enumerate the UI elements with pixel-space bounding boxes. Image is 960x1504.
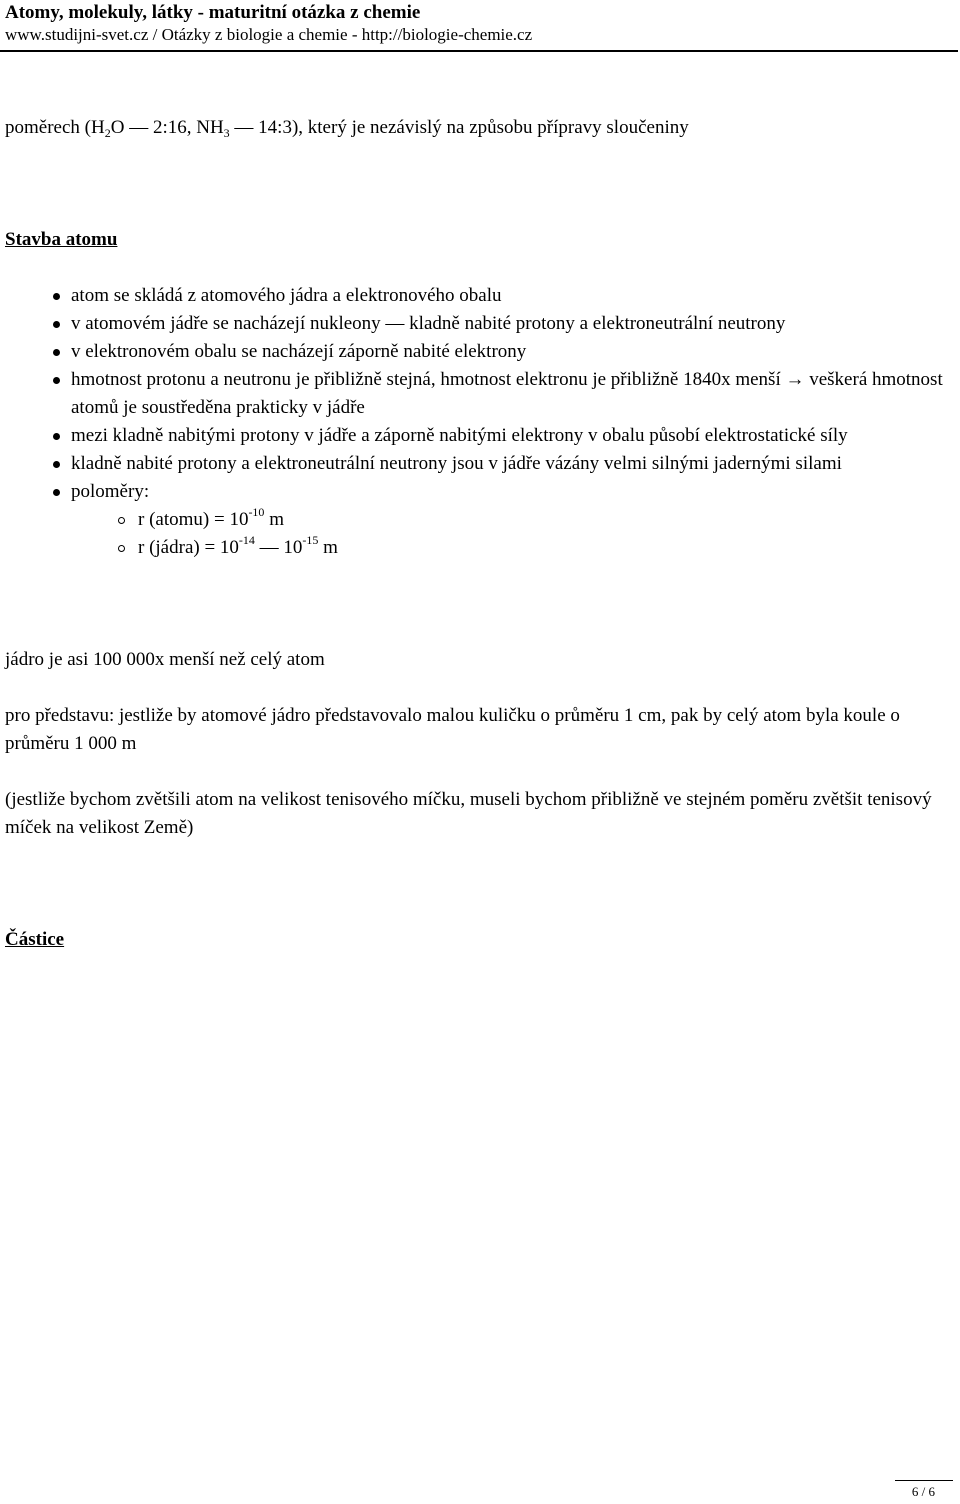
list-item xyxy=(5,366,945,422)
page-number: 6 / 6 xyxy=(911,1484,935,1499)
nucleus-radius-range-text: — 10 xyxy=(254,537,303,558)
subscript-2: 2 xyxy=(104,126,111,140)
intro-text-2: O — 2:16, NH xyxy=(110,117,224,138)
list-item xyxy=(5,282,945,310)
sublist-item-nucleus-radius xyxy=(71,534,945,562)
document-title: Atomy, molekuly, látky - maturitní otázka z chemie xyxy=(5,2,421,23)
bullet-icon xyxy=(53,489,60,496)
nucleus-radius-exponent-1: -14 xyxy=(238,533,255,547)
section-heading-stavba-atomu: Stavba atomu xyxy=(5,229,118,250)
subscript-3: 3 xyxy=(223,126,230,140)
bullet-icon xyxy=(53,433,60,440)
imagine-paragraph: pro představu: jestliže by atomové jádro představovalo malou kuličku o průměru 1 cm, pak by celý atom byla koule o průměru 1 000 m xyxy=(5,705,900,754)
list-item-text: kladně nabité protony a elektroneutrální neutrony jsou v jádře vázány velmi silnými jadernými silami xyxy=(71,453,842,474)
list-item xyxy=(5,422,945,450)
radii-sublist xyxy=(71,506,945,562)
atom-radius-exponent: -10 xyxy=(248,505,265,519)
page-header xyxy=(5,0,955,46)
sublist-item-atom-radius xyxy=(71,506,945,534)
intro-text-3: — 14:3), který je nezávislý na způsobu přípravy sloučeniny xyxy=(229,117,689,138)
list-item-text: v atomovém jádře se nacházejí nukleony — kladně nabité protony a elektroneutrální neutrony xyxy=(71,313,786,334)
atom-radius-text: r (atomu) = 10 xyxy=(138,509,249,530)
list-item xyxy=(5,450,945,478)
list-item-text: atom se skládá z atomového jádra a elektronového obalu xyxy=(71,285,502,306)
list-item-text: hmotnost protonu a neutronu je přibližně stejná, hmotnost elektronu je přibližně 1840x menší → veškerá hmotnost atomů je soustředěna prakticky v jádře xyxy=(71,369,943,418)
atom-structure-list xyxy=(5,282,945,562)
bullet-icon xyxy=(53,377,60,384)
section-heading-castice: Částice xyxy=(5,929,65,950)
intro-paragraph xyxy=(5,114,955,142)
atom-radius-unit: m xyxy=(264,509,284,530)
bullet-icon xyxy=(53,321,60,328)
list-item-text: mezi kladně nabitými protony v jádře a záporně nabitými elektrony v obalu působí elektrostatické síly xyxy=(71,425,848,446)
header-divider xyxy=(0,50,958,52)
list-item xyxy=(5,478,945,562)
hollow-bullet-icon xyxy=(118,517,125,524)
list-item xyxy=(5,338,945,366)
nucleus-size-paragraph: jádro je asi 100 000x menší než celý atom xyxy=(5,649,325,670)
tennis-ball-paragraph: (jestliže bychom zvětšili atom na velikost tenisového míčku, museli bychom přibližně ve stejném poměru zvětšit tenisový míček na velikost Země) xyxy=(5,789,932,838)
hollow-bullet-icon xyxy=(118,545,125,552)
intro-text-1: poměrech (H xyxy=(5,117,105,138)
bullet-icon xyxy=(53,293,60,300)
list-item xyxy=(5,310,945,338)
bullet-icon xyxy=(53,349,60,356)
source-url-line: www.studijni-svet.cz / Otázky z biologie a chemie - http://biologie-chemie.cz xyxy=(5,25,533,44)
nucleus-radius-text: r (jádra) = 10 xyxy=(138,537,239,558)
bullet-icon xyxy=(53,461,60,468)
nucleus-radius-unit: m xyxy=(318,537,338,558)
nucleus-radius-exponent-2: -15 xyxy=(302,533,319,547)
footer-divider xyxy=(895,1480,953,1481)
list-item-text: v elektronovém obalu se nacházejí záporně nabité elektrony xyxy=(71,341,527,362)
list-item-text: poloměry: xyxy=(71,481,150,502)
